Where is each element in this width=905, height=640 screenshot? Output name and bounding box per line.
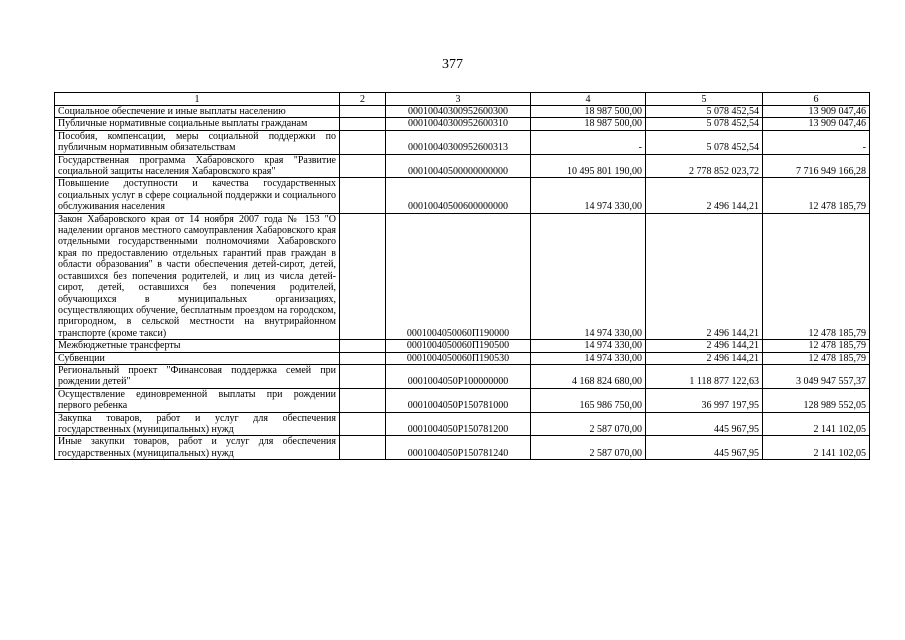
row-code: 0001004050P150781200 [386,412,531,436]
row-value-5: 2 496 144,21 [646,340,763,352]
row-value-4: 14 974 330,00 [531,352,646,364]
header-cell-6: 6 [763,93,870,106]
row-value-6: 13 909 047,46 [763,118,870,130]
row-col2 [340,340,386,352]
row-col2 [340,213,386,339]
row-value-4: 14 974 330,00 [531,178,646,213]
row-value-5: 36 997 197,95 [646,388,763,412]
row-value-6: 128 989 552,05 [763,388,870,412]
row-name: Повышение доступности и качества государственных социальных услуг в сфере социальной поддержки и социального обслуживания населения [55,178,340,213]
row-col2 [340,388,386,412]
row-col2 [340,178,386,213]
row-value-5: 2 496 144,21 [646,213,763,339]
row-value-5: 445 967,95 [646,436,763,460]
row-value-5: 445 967,95 [646,412,763,436]
row-value-4: 2 587 070,00 [531,436,646,460]
row-code: 00010040300952600310 [386,118,531,130]
row-value-4: - [531,130,646,154]
row-value-4: 14 974 330,00 [531,340,646,352]
row-code: 0001004050P100000000 [386,364,531,388]
row-code: 00010040300952600300 [386,106,531,118]
row-name: Иные закупки товаров, работ и услуг для обеспечения государственных (муниципальных) нужд [55,436,340,460]
table-row [55,178,870,213]
header-row [55,93,870,106]
row-name: Пособия, компенсации, меры социальной поддержки по публичным нормативным обязательствам [55,130,340,154]
row-code: 00010040500000000000 [386,154,531,178]
row-code: 0001004050P150781000 [386,388,531,412]
row-value-5: 2 496 144,21 [646,178,763,213]
row-code: 0001004050060П190530 [386,352,531,364]
table-row [55,352,870,364]
row-value-6: 7 716 949 166,28 [763,154,870,178]
table-row [55,130,870,154]
row-code: 0001004050060П190000 [386,213,531,339]
row-name: Публичные нормативные социальные выплаты гражданам [55,118,340,130]
row-name: Осуществление единовременной выплаты при рождении первого ребенка [55,388,340,412]
row-value-6: 12 478 185,79 [763,352,870,364]
row-name: Межбюджетные трансферты [55,340,340,352]
row-value-6: - [763,130,870,154]
row-value-6: 2 141 102,05 [763,436,870,460]
row-value-4: 2 587 070,00 [531,412,646,436]
row-value-6: 2 141 102,05 [763,412,870,436]
row-value-6: 12 478 185,79 [763,213,870,339]
row-col2 [340,364,386,388]
header-cell-3: 3 [386,93,531,106]
row-value-4: 18 987 500,00 [531,106,646,118]
row-value-6: 3 049 947 557,37 [763,364,870,388]
header-cell-2: 2 [340,93,386,106]
header-cell-5: 5 [646,93,763,106]
row-value-6: 12 478 185,79 [763,340,870,352]
row-value-4: 18 987 500,00 [531,118,646,130]
table-row [55,340,870,352]
row-value-5: 2 496 144,21 [646,352,763,364]
table-row [55,388,870,412]
row-value-4: 14 974 330,00 [531,213,646,339]
row-code: 0001004050P150781240 [386,436,531,460]
table-row [55,106,870,118]
row-name: Закон Хабаровского края от 14 ноября 2007 года № 153 "О наделении органов местного самоуправления Хабаровского края отдельными государственными полномочиями Хабаровского края по предоставлению отдельных гарантий прав граждан в области образования" в части обеспечения детей-сирот, детей, оставшихся без попечения родителей, и лиц из числа детей-сирот, детей, оставшихся без попечения родителей, обучающихся в муниципальных организациях, осуществляющих обучение, бесплатным проездом на городском, пригородном, в сельской местности на внутрирайонном транспорте (кроме такси) [55,213,340,339]
row-code: 00010040500600000000 [386,178,531,213]
row-name: Социальное обеспечение и иные выплаты населению [55,106,340,118]
row-name: Региональный проект "Финансовая поддержка семей при рождении детей" [55,364,340,388]
row-col2 [340,436,386,460]
row-value-5: 2 778 852 023,72 [646,154,763,178]
table-row [55,412,870,436]
table-row [55,118,870,130]
row-value-4: 10 495 801 190,00 [531,154,646,178]
row-col2 [340,154,386,178]
row-value-4: 4 168 824 680,00 [531,364,646,388]
header-cell-4: 4 [531,93,646,106]
row-code: 00010040300952600313 [386,130,531,154]
row-col2 [340,106,386,118]
row-value-6: 13 909 047,46 [763,106,870,118]
row-value-6: 12 478 185,79 [763,178,870,213]
row-col2 [340,412,386,436]
row-value-4: 165 986 750,00 [531,388,646,412]
table-row [55,364,870,388]
budget-table [54,92,870,460]
page-number: 377 [442,57,463,72]
row-name: Государственная программа Хабаровского края "Развитие социальной защиты населения Хабаровского края" [55,154,340,178]
row-col2 [340,118,386,130]
table-row [55,436,870,460]
row-value-5: 5 078 452,54 [646,118,763,130]
row-name: Закупка товаров, работ и услуг для обеспечения государственных (муниципальных) нужд [55,412,340,436]
row-code: 0001004050060П190500 [386,340,531,352]
row-col2 [340,352,386,364]
table-row [55,154,870,178]
table-row [55,213,870,339]
row-name: Субвенции [55,352,340,364]
row-value-5: 1 118 877 122,63 [646,364,763,388]
row-col2 [340,130,386,154]
header-cell-1: 1 [55,93,340,106]
row-value-5: 5 078 452,54 [646,106,763,118]
row-value-5: 5 078 452,54 [646,130,763,154]
